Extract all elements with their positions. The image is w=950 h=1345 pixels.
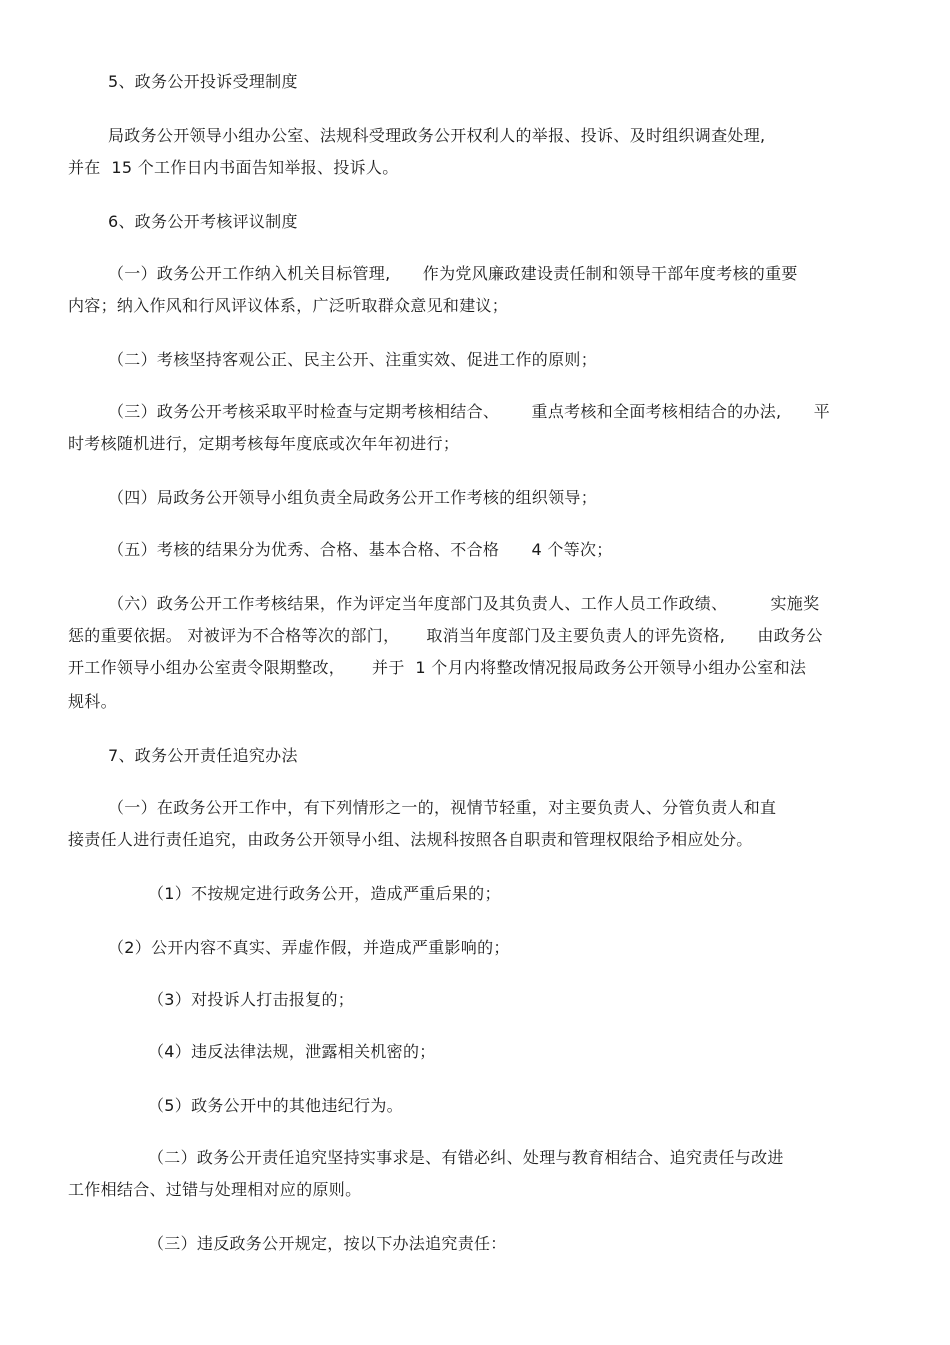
item-6-6-line-2: 惩的重要依据。 对被评为不合格等次的部门， 取消当年度部门及主要负责人的评先资格, 由政务公 bbox=[68, 626, 823, 645]
sub-item-2: （2）公开内容不真实、弄虚作假，并造成严重影响的； bbox=[108, 938, 510, 957]
item-6-6-line-1: （六）政务公开工作考核结果，作为评定当年度部门及其负责人、工作人员工作政绩、 实施奖 bbox=[108, 594, 820, 613]
section-5-paragraph-line-2: 并在 15 个工作日内书面告知举报、投诉人。 bbox=[68, 158, 399, 177]
item-7-2-line-2: 工作相结合、过错与处理相对应的原则。 bbox=[68, 1180, 362, 1199]
sub-item-3: （3）对投诉人打击报复的； bbox=[148, 990, 355, 1009]
item-6-5: （五）考核的结果分为优秀、合格、基本合格、不合格 4 个等次； bbox=[108, 540, 613, 559]
sub-item-5: （5）政务公开中的其他违纪行为。 bbox=[148, 1096, 403, 1115]
item-6-2: （二）考核坚持客观公正、民主公开、注重实效、促进工作的原则； bbox=[108, 350, 598, 369]
section-5-paragraph-line-1: 局政务公开领导小组办公室、法规科受理政务公开权利人的举报、投诉、及时组织调查处理, bbox=[108, 126, 766, 145]
item-6-6-line-4: 规科。 bbox=[68, 692, 117, 711]
item-6-3-line-1: （三）政务公开考核采取平时检查与定期考核相结合、 重点考核和全面考核相结合的办法, 平 bbox=[108, 402, 831, 421]
item-6-6-line-3: 开工作领导小组办公室责令限期整改， 并于 1 个月内将整改情况报局政务公开领导小组办公室和法 bbox=[68, 658, 807, 677]
section-6-heading: 6、政务公开考核评议制度 bbox=[108, 212, 298, 231]
sub-item-4: （4）违反法律法规，泄露相关机密的； bbox=[148, 1042, 436, 1061]
item-7-1-line-1: （一）在政务公开工作中，有下列情形之一的，视情节轻重，对主要负责人、分管负责人和直 bbox=[108, 798, 777, 817]
item-7-3: （三）违反政务公开规定，按以下办法追究责任： bbox=[148, 1234, 507, 1253]
item-6-3-line-2: 时考核随机进行，定期考核每年度底或次年年初进行； bbox=[68, 434, 460, 453]
section-5-heading: 5、政务公开投诉受理制度 bbox=[108, 72, 298, 91]
section-7-heading: 7、政务公开责任追究办法 bbox=[108, 746, 298, 765]
item-6-1-line-2: 内容；纳入作风和行风评议体系，广泛听取群众意见和建议； bbox=[68, 296, 509, 315]
sub-item-1: （1）不按规定进行政务公开，造成严重后果的； bbox=[148, 884, 501, 903]
item-7-2-line-1: （二）政务公开责任追究坚持实事求是、有错必纠、处理与教育相结合、追究责任与改进 bbox=[148, 1148, 784, 1167]
item-6-4: （四）局政务公开领导小组负责全局政务公开工作考核的组织领导； bbox=[108, 488, 598, 507]
item-6-1-line-1: （一）政务公开工作纳入机关目标管理, 作为党风廉政建设责任制和领导干部年度考核的重要 bbox=[108, 264, 798, 283]
item-7-1-line-2: 接责任人进行责任追究，由政务公开领导小组、法规科按照各自职责和管理权限给予相应处分。 bbox=[68, 830, 753, 849]
